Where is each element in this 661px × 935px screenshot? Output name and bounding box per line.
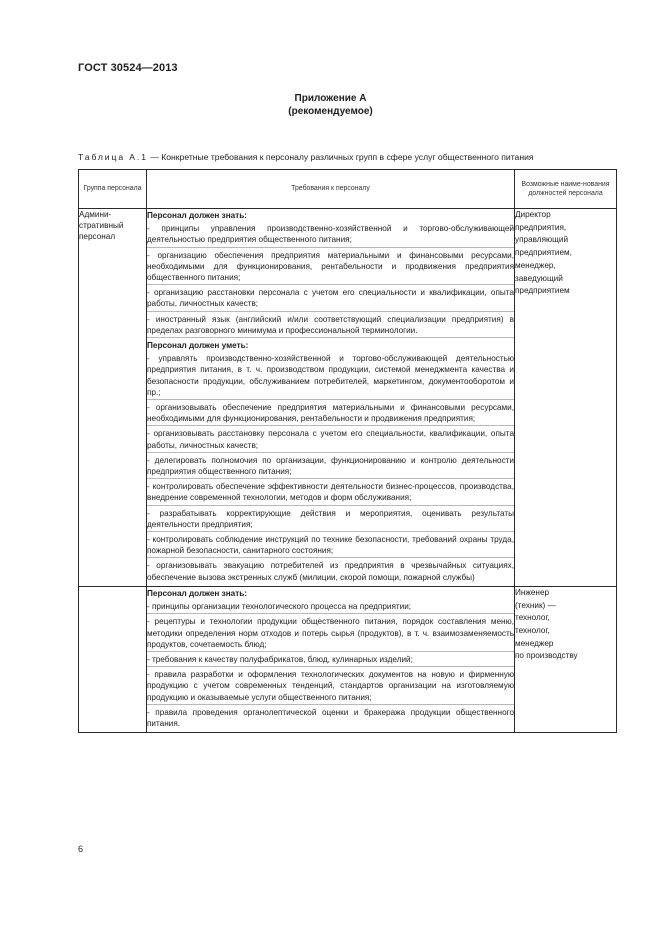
header-group: Группа персонала <box>79 170 147 209</box>
list-item: - организовывать эвакуацию потребителей из предприятия в чрезвычайных ситуациях, обеспечение вызова экстренных служб (милиции, скорой помощи, пожарной службы) <box>147 561 514 582</box>
requirements-cell <box>147 586 515 732</box>
position-line: технолог, <box>515 613 550 623</box>
section-heading: Персонал должен знать: <box>147 211 247 220</box>
position-line: управляющий <box>515 235 569 245</box>
position-line: технолог, <box>515 626 550 635</box>
group-cell <box>79 586 147 732</box>
group-name-line: стративный <box>79 221 124 231</box>
requirements-table <box>78 169 617 733</box>
list-item: - делегировать полномочия по организации, функционированию и контролю деятельности предприятия общественного питания; <box>147 455 514 479</box>
position-line: предприятием <box>515 286 570 296</box>
group-name-line: персонал <box>79 232 116 242</box>
position-line: по производству <box>515 651 578 661</box>
header-requirements: Требования к персоналу <box>147 170 515 209</box>
appendix-title: Приложение А <box>294 93 367 104</box>
list-item: - принципы организации технологического процесса на предприятии; <box>147 601 514 614</box>
table-caption-label: Таблица А.1 <box>78 152 148 162</box>
list-item: - правила разработки и оформления технологических документов на новую и фирменную продукцию с учетом современных тенденций, стандартов организации на изготовляемую продукцию и оказываемые услуги общественного питания; <box>147 669 514 705</box>
list-item: - организовывать обеспечение предприятия материальными и финансовыми ресурсами, необходимыми для функционирования, рентабельности и продвижения предприятия; <box>147 402 514 426</box>
position-line: менеджер <box>515 638 554 648</box>
table-caption <box>78 152 618 163</box>
list-item: - требования к качеству полуфабрикатов, блюд, кулинарных изделий; <box>147 654 514 667</box>
position-line: заведующий <box>515 273 563 283</box>
positions-cell <box>515 209 617 587</box>
appendix-subtitle: (рекомендуемое) <box>288 106 373 117</box>
requirements-cell <box>147 209 515 587</box>
list-item: - иностранный язык (английский и/или соответствующий специализации предприятия) в пределах разговорного минимума и профессиональной терминологии. <box>147 314 514 338</box>
table-caption-text: — Конкретные требования к персоналу различных групп в сфере услуг общественного питания <box>147 152 534 162</box>
list-item: - контролировать соблюдение инструкций по технике безопасности, требований охраны труда, пожарной безопасности, санитарного состояния; <box>147 534 514 558</box>
list-item: - разрабатывать корректирующие действия и мероприятия, оценивать результаты деятельности предприятия; <box>147 508 514 532</box>
list-item: - организовывать расстановку персонала с учетом его специальности, квалификации, опыта работы, личностных качеств; <box>147 428 514 452</box>
header-positions: Возможные наиме-нования должностей персонала <box>515 170 617 209</box>
appendix-heading <box>0 92 661 118</box>
table-row <box>79 586 617 732</box>
group-name-line: Админи- <box>79 210 112 219</box>
position-line: Инженер <box>515 587 550 597</box>
table-row <box>79 209 617 587</box>
list-item: - принципы управления производственно-хозяйственной и торгово-обслуживающей деятельностью предприятия общественного питания; <box>147 223 514 247</box>
list-item: - организацию обеспечения предприятия материальными и финансовыми ресурсами, необходимыми для функционирования, рентабельности и продвижения предприятия общественного питания; <box>147 250 514 286</box>
document-code: ГОСТ 30524—2013 <box>78 62 178 74</box>
position-line: (техник) — <box>515 600 556 610</box>
list-item: - правила проведения органолептической оценки и бракеража продукции общественного питания. <box>147 707 514 728</box>
group-cell <box>79 209 147 587</box>
position-line: предприятия, <box>515 222 567 232</box>
list-item: - рецептуры и технологии продукции общественного питания, порядок составления меню, методики определения норм отходов и потерь сырья (продуктов), в т. ч. взаимозаменяемость продуктов, сочетаемость блюд; <box>147 616 514 652</box>
list-item: - контролировать обеспечение эффективности деятельности бизнес-процессов, производства, внедрение современной технологии, методов и форм обслуживания; <box>147 481 514 505</box>
positions-cell <box>515 586 617 732</box>
section-heading: Персонал должен уметь: <box>147 341 249 351</box>
position-line: Директор <box>515 210 551 219</box>
section-heading: Персонал должен знать: <box>147 588 247 598</box>
list-item: - управлять производственно-хозяйственной и торгово-обслуживающей деятельностью предприятия питания, в т. ч. производством продукции, системой менеджмента качества и безопасности продукции, обслуживанием потребителей, маркетингом, документооборотом и пр.; <box>147 353 514 400</box>
page-number: 6 <box>78 844 84 854</box>
table-header-row <box>79 170 617 209</box>
position-line: менеджер, <box>515 260 556 270</box>
position-line: предприятием, <box>515 248 572 258</box>
list-item: - организацию расстановки персонала с учетом его специальности и квалификации, опыта работы, личностных качеств; <box>147 287 514 311</box>
